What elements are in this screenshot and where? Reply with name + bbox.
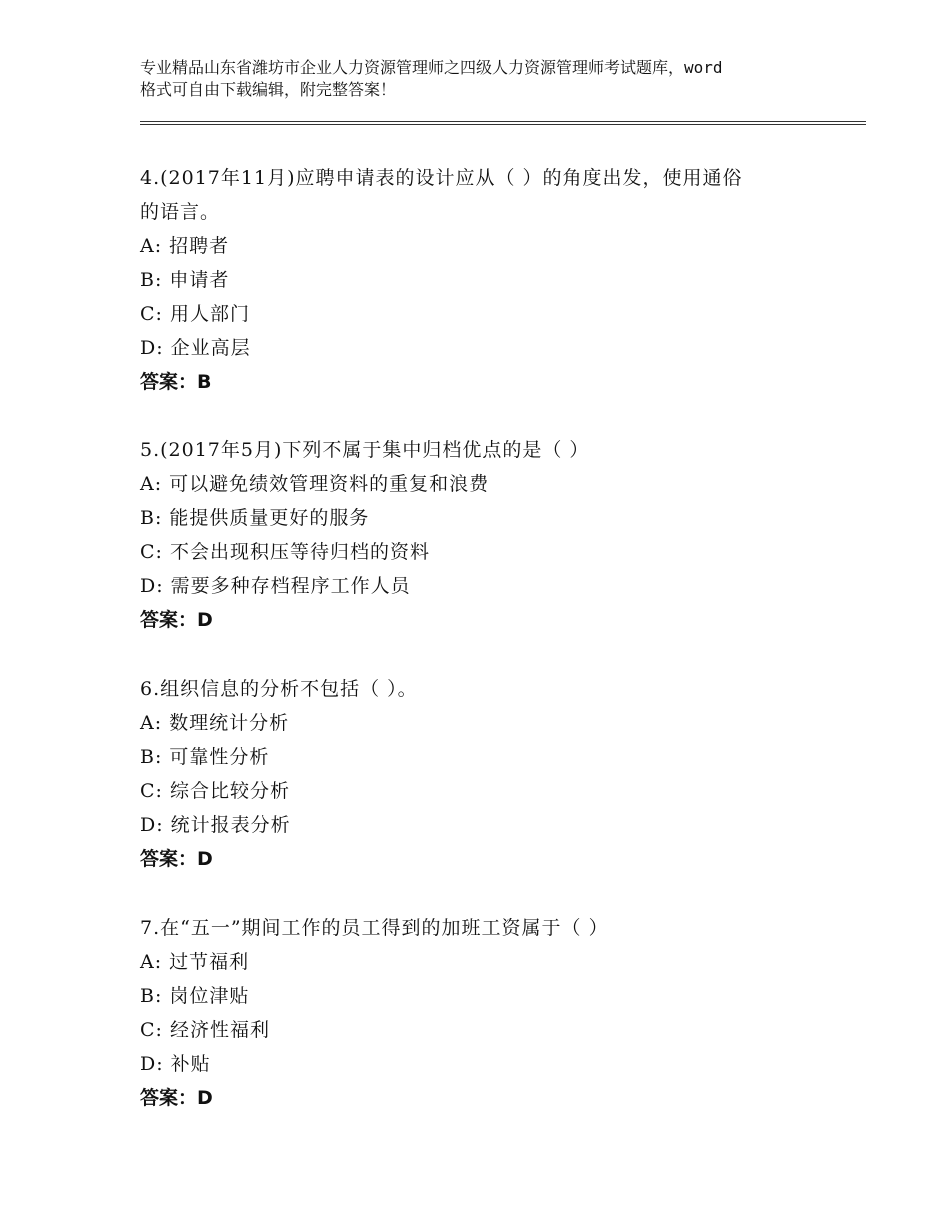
- option-b: B: 申请者: [140, 269, 230, 291]
- answer: 答案：D: [140, 848, 213, 870]
- question-stem-continued: 的语言。: [140, 201, 221, 223]
- option-a: A: 数理统计分析: [140, 712, 290, 734]
- header-divider-top: [140, 121, 866, 122]
- answer: 答案：B: [140, 371, 212, 393]
- option-d: D: 企业高层: [140, 337, 251, 359]
- question-7: [140, 911, 820, 1115]
- option-c: C: 综合比较分析: [140, 780, 290, 802]
- option-d: D: 补贴: [140, 1053, 211, 1075]
- option-d: D: 需要多种存档程序工作人员: [140, 575, 411, 597]
- question-stem: 6.组织信息的分析不包括（ ）。: [140, 678, 418, 700]
- question-6: [140, 672, 820, 876]
- question-5: [140, 433, 820, 637]
- header-line-2: 格式可自由下载编辑，附完整答案！: [140, 80, 397, 99]
- option-a: A: 招聘者: [140, 235, 230, 257]
- option-d: D: 统计报表分析: [140, 814, 291, 836]
- option-c: C: 用人部门: [140, 303, 250, 325]
- question-stem: 5.(2017年5月)下列不属于集中归档优点的是（ ）: [140, 439, 590, 461]
- option-c: C: 经济性福利: [140, 1019, 270, 1041]
- option-b: B: 岗位津贴: [140, 985, 250, 1007]
- header-line-1: 专业精品山东省潍坊市企业人力资源管理师之四级人力资源管理师考试题库，word: [140, 58, 723, 77]
- question-stem: 4.(2017年11月)应聘申请表的设计应从（ ）的角度出发，使用通俗: [140, 167, 743, 189]
- option-a: A: 可以避免绩效管理资料的重复和浪费: [140, 473, 490, 495]
- answer: 答案：D: [140, 609, 213, 631]
- option-b: B: 可靠性分析: [140, 746, 270, 768]
- option-a: A: 过节福利: [140, 951, 250, 973]
- question-4: [140, 161, 820, 399]
- document-header: [140, 57, 840, 101]
- option-c: C: 不会出现积压等待归档的资料: [140, 541, 430, 563]
- header-divider-bottom: [140, 124, 866, 125]
- question-stem: 7.在“五一”期间工作的员工得到的加班工资属于（ ）: [140, 917, 609, 939]
- answer: 答案：D: [140, 1087, 213, 1109]
- option-b: B: 能提供质量更好的服务: [140, 507, 370, 529]
